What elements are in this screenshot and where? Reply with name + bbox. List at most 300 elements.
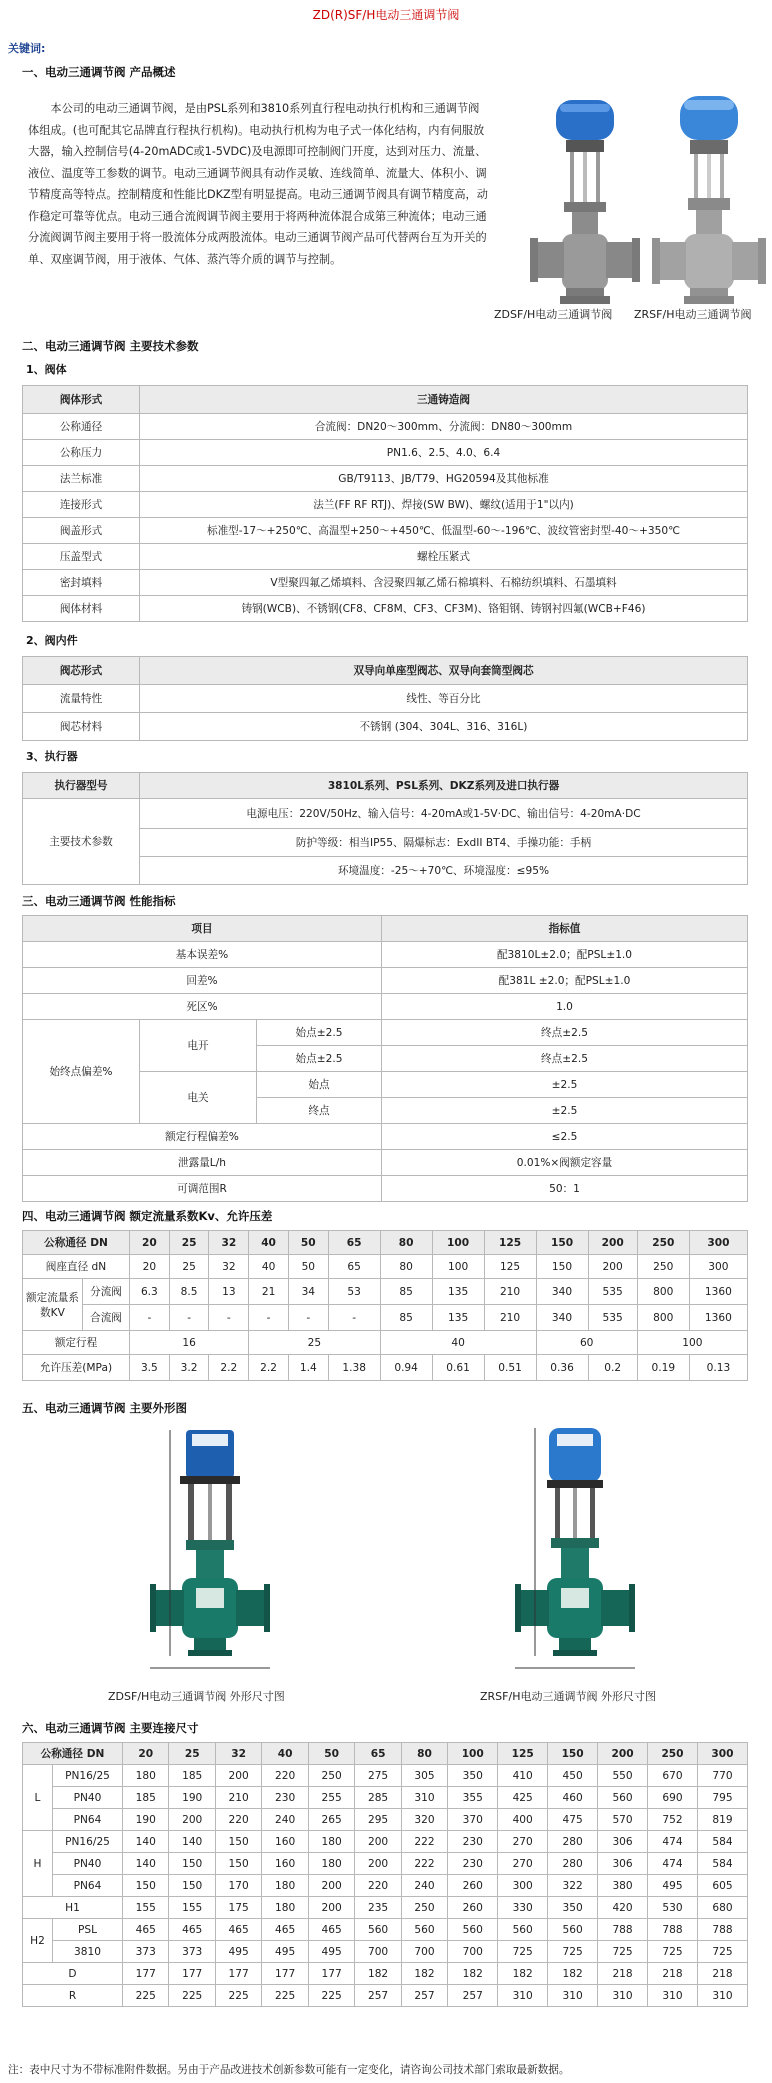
table-cell: H1 — [23, 1897, 123, 1919]
row-sublabel: 始点±2.5 — [257, 1020, 382, 1046]
actuator-param-line: 电源电压：220V/50Hz、输入信号：4-20mA或1-5V·DC、输出信号：4-20mA·DC — [140, 799, 748, 829]
dn-header: 40 — [262, 1743, 308, 1765]
table-cell: PN16/25 — [53, 1831, 123, 1853]
table-cell: 182 — [548, 1963, 598, 1985]
performance-table — [22, 915, 748, 1202]
table-cell: 465 — [169, 1919, 215, 1941]
table-cell: 380 — [598, 1875, 648, 1897]
table-cell: 210 — [484, 1279, 536, 1305]
table-cell: 450 — [548, 1765, 598, 1787]
table-row — [23, 1765, 748, 1787]
table-cell: 465 — [262, 1919, 308, 1941]
dn-header: 40 — [249, 1231, 289, 1255]
table-cell: 265 — [308, 1809, 354, 1831]
table-cell: 725 — [498, 1941, 548, 1963]
perf-header-item: 项目 — [23, 916, 382, 942]
table-cell: 3810 — [53, 1941, 123, 1963]
table-cell: 310 — [548, 1985, 598, 2007]
table-row — [23, 492, 748, 518]
table-cell: 725 — [548, 1941, 598, 1963]
dn-header: 300 — [689, 1231, 747, 1255]
table-row — [23, 1355, 748, 1381]
row-value: 铸钢(WCB)、不锈钢(CF8、CF8M、CF3、CF3M)、铬钼钢、铸钢衬四氟(WCB+F46) — [140, 596, 748, 622]
table-row — [23, 1853, 748, 1875]
table-cell: 584 — [697, 1831, 747, 1853]
table-cell: 222 — [401, 1853, 447, 1875]
table-row — [23, 596, 748, 622]
table-cell: 725 — [648, 1941, 698, 1963]
table-cell: 2.2 — [249, 1355, 289, 1381]
table-cell: 210 — [215, 1787, 261, 1809]
row-label: 阀体材料 — [23, 596, 140, 622]
table-row — [23, 1150, 748, 1176]
table-cell: 8.5 — [169, 1279, 209, 1305]
table-row — [23, 1875, 748, 1897]
dn-header: 32 — [215, 1743, 261, 1765]
row-value: 1.0 — [382, 994, 748, 1020]
row-value: 标准型-17～+250℃、高温型+250～+450℃、低温型-60～-196℃、波纹管密封型-40～+350℃ — [140, 518, 748, 544]
table-cell: 230 — [448, 1853, 498, 1875]
table-cell: PSL — [53, 1919, 123, 1941]
table-cell: 680 — [697, 1897, 747, 1919]
table-cell: 20 — [130, 1255, 170, 1279]
table-cell: 300 — [689, 1255, 747, 1279]
table-cell: 560 — [448, 1919, 498, 1941]
table-cell: 220 — [262, 1765, 308, 1787]
table-row — [23, 1787, 748, 1809]
table-cell: 21 — [249, 1279, 289, 1305]
table-cell: 310 — [401, 1787, 447, 1809]
table-cell: - — [328, 1305, 380, 1331]
actuator-params-label: 主要技术参数 — [23, 799, 140, 885]
table-cell: 340 — [536, 1305, 588, 1331]
table-cell: 788 — [648, 1919, 698, 1941]
table-cell: 225 — [262, 1985, 308, 2007]
row-value: 终点±2.5 — [382, 1020, 748, 1046]
dn-header: 20 — [130, 1231, 170, 1255]
table-cell: 额定行程 — [23, 1331, 130, 1355]
table-row — [23, 1331, 748, 1355]
table-cell: 474 — [648, 1853, 698, 1875]
row-value: V型聚四氟乙烯填料、含浸聚四氟乙烯石棉填料、石棉纺织填料、石墨填料 — [140, 570, 748, 596]
table-cell: 200 — [215, 1765, 261, 1787]
table-cell: 额定流量系数KV — [23, 1279, 83, 1331]
table-cell: 800 — [637, 1305, 689, 1331]
table-cell: 570 — [598, 1809, 648, 1831]
table-cell: 257 — [401, 1985, 447, 2007]
row-label: 公称通径 — [23, 414, 140, 440]
table-cell: 225 — [308, 1985, 354, 2007]
table-cell: 177 — [215, 1963, 261, 1985]
table-cell: 合流阀 — [83, 1305, 130, 1331]
actuator-param-line: 防护等级：相当IP55、隔爆标志：ExdII BT4、手操功能：手柄 — [140, 829, 748, 857]
row-sublabel: 始点±2.5 — [257, 1046, 382, 1072]
table-cell: 320 — [401, 1809, 447, 1831]
table-cell: 0.2 — [588, 1355, 637, 1381]
dn-header: 50 — [308, 1743, 354, 1765]
table-cell: 218 — [598, 1963, 648, 1985]
row-sublabel: 终点 — [257, 1098, 382, 1124]
table-cell: 300 — [498, 1875, 548, 1897]
dn-header: 80 — [380, 1231, 432, 1255]
body-table — [22, 385, 748, 622]
table-cell: 170 — [215, 1875, 261, 1897]
table-cell: 150 — [169, 1875, 215, 1897]
table-cell: 50 — [288, 1255, 328, 1279]
table-row — [23, 1255, 748, 1279]
table-cell: 220 — [215, 1809, 261, 1831]
table-cell: 13 — [209, 1279, 249, 1305]
row-value: 线性、等百分比 — [140, 685, 748, 713]
row-label: 回差% — [23, 968, 382, 994]
table-cell: 560 — [548, 1919, 598, 1941]
dn-header: 65 — [355, 1743, 401, 1765]
table-row — [23, 1809, 748, 1831]
dn-header: 65 — [328, 1231, 380, 1255]
dn-header: 150 — [548, 1743, 598, 1765]
table-cell: 53 — [328, 1279, 380, 1305]
perf-header-value: 指标值 — [382, 916, 748, 942]
drawing-caption-zdsf: ZDSF/H电动三通调节阀 外形尺寸图 — [108, 1690, 285, 1703]
body-header-value: 三通铸造阀 — [140, 386, 748, 414]
table-cell: 182 — [448, 1963, 498, 1985]
table-cell: 150 — [536, 1255, 588, 1279]
section-tech-params: 二、电动三通调节阀 主要技术参数 — [22, 339, 199, 353]
table-cell: 0.61 — [432, 1355, 484, 1381]
table-cell: 190 — [123, 1809, 169, 1831]
table-cell: 155 — [123, 1897, 169, 1919]
table-cell: 535 — [588, 1305, 637, 1331]
table-cell: PN64 — [53, 1875, 123, 1897]
table-cell: 177 — [169, 1963, 215, 1985]
table-cell: 350 — [448, 1765, 498, 1787]
table-cell: 240 — [401, 1875, 447, 1897]
table-cell: 185 — [169, 1765, 215, 1787]
table-cell: 0.19 — [637, 1355, 689, 1381]
table-row — [23, 942, 748, 968]
section-dimensions: 六、电动三通调节阀 主要连接尺寸 — [22, 1721, 199, 1735]
row-label: 流量特性 — [23, 685, 140, 713]
table-cell: 230 — [262, 1787, 308, 1809]
footnote: 注：表中尺寸为不带标准附件数据。另由于产品改进技术创新参数可能有一定变化，请咨询公司技术部门索取最新数据。 — [8, 2064, 570, 2076]
trim-table — [22, 656, 748, 741]
dn-header: 300 — [697, 1743, 747, 1765]
table-cell: 495 — [262, 1941, 308, 1963]
dn-header: 100 — [448, 1743, 498, 1765]
table-cell: 725 — [598, 1941, 648, 1963]
row-label: 基本误差% — [23, 942, 382, 968]
table-row — [23, 1279, 748, 1305]
table-cell: 700 — [448, 1941, 498, 1963]
table-cell: 80 — [380, 1255, 432, 1279]
row-label: 阀芯材料 — [23, 713, 140, 741]
table-cell: 150 — [215, 1853, 261, 1875]
table-cell: 190 — [169, 1787, 215, 1809]
table-cell: 180 — [262, 1875, 308, 1897]
table-cell: 100 — [432, 1255, 484, 1279]
table-cell: 155 — [169, 1897, 215, 1919]
table-cell: 阀座直径 dN — [23, 1255, 130, 1279]
table-cell: 200 — [355, 1853, 401, 1875]
table-cell: 295 — [355, 1809, 401, 1831]
table-cell: 495 — [308, 1941, 354, 1963]
table-cell: 280 — [548, 1853, 598, 1875]
table-cell: 135 — [432, 1305, 484, 1331]
table-cell: 34 — [288, 1279, 328, 1305]
table-cell: 819 — [697, 1809, 747, 1831]
dimensions-table — [22, 1742, 748, 2007]
section-overview: 一、电动三通调节阀 产品概述 — [22, 65, 176, 79]
row-value: 合流阀：DN20～300mm、分流阀：DN80～300mm — [140, 414, 748, 440]
table-cell: 1.38 — [328, 1355, 380, 1381]
table-cell: 584 — [697, 1853, 747, 1875]
table-cell: 0.13 — [689, 1355, 747, 1381]
electric-close-label: 电关 — [140, 1072, 257, 1124]
table-row — [23, 1831, 748, 1853]
table-cell: 182 — [401, 1963, 447, 1985]
table-row — [23, 1941, 748, 1963]
electric-open-label: 电开 — [140, 1020, 257, 1072]
trim-header-label: 阀芯形式 — [23, 657, 140, 685]
table-cell: 150 — [215, 1831, 261, 1853]
table-cell: 225 — [169, 1985, 215, 2007]
table-cell: 310 — [697, 1985, 747, 2007]
row-value: ±2.5 — [382, 1098, 748, 1124]
table-row — [23, 685, 748, 713]
dn-header: 250 — [637, 1231, 689, 1255]
dn-header: 200 — [588, 1231, 637, 1255]
table-cell: 140 — [123, 1831, 169, 1853]
table-cell: 1360 — [689, 1305, 747, 1331]
row-label: 阀盖形式 — [23, 518, 140, 544]
subsection-actuator: 3、执行器 — [26, 750, 78, 763]
table-cell: 185 — [123, 1787, 169, 1809]
outline-drawing-zrsf — [505, 1420, 645, 1680]
table-row — [23, 466, 748, 492]
table-cell: 410 — [498, 1765, 548, 1787]
table-cell: 85 — [380, 1305, 432, 1331]
table-cell: 350 — [548, 1897, 598, 1919]
table-cell: 305 — [401, 1765, 447, 1787]
table-row — [23, 1985, 748, 2007]
table-cell: 225 — [123, 1985, 169, 2007]
page-title: ZD(R)SF/H电动三通调节阀 — [312, 8, 460, 22]
table-cell: 310 — [648, 1985, 698, 2007]
section-drawings: 五、电动三通调节阀 主要外形图 — [22, 1401, 188, 1415]
table-row — [23, 968, 748, 994]
table-cell: 495 — [648, 1875, 698, 1897]
table-cell: - — [169, 1305, 209, 1331]
table-cell: 285 — [355, 1787, 401, 1809]
table-cell: 465 — [123, 1919, 169, 1941]
table-cell: 270 — [498, 1831, 548, 1853]
row-value: 配3810L±2.0；配PSL±1.0 — [382, 942, 748, 968]
table-cell: 200 — [588, 1255, 637, 1279]
table-cell: 140 — [169, 1831, 215, 1853]
table-cell: 605 — [697, 1875, 747, 1897]
row-value: 不锈钢 (304、304L、316、316L) — [140, 713, 748, 741]
table-cell: 800 — [637, 1279, 689, 1305]
dn-header: 32 — [209, 1231, 249, 1255]
row-value: PN1.6、2.5、4.0、6.4 — [140, 440, 748, 466]
table-cell: 560 — [498, 1919, 548, 1941]
table-row — [23, 1231, 748, 1255]
table-cell: 40 — [249, 1255, 289, 1279]
dn-header: 200 — [598, 1743, 648, 1765]
table-cell: 530 — [648, 1897, 698, 1919]
table-cell: 495 — [215, 1941, 261, 1963]
table-cell: 180 — [262, 1897, 308, 1919]
table-cell: 475 — [548, 1809, 598, 1831]
table-cell: 700 — [401, 1941, 447, 1963]
table-cell: 85 — [380, 1279, 432, 1305]
table-row — [23, 1897, 748, 1919]
subsection-trim: 2、阀内件 — [26, 634, 78, 647]
table-cell: 260 — [448, 1897, 498, 1919]
section-performance: 三、电动三通调节阀 性能指标 — [22, 894, 176, 908]
table-cell: 150 — [169, 1853, 215, 1875]
row-label: 密封填料 — [23, 570, 140, 596]
table-cell: 180 — [308, 1853, 354, 1875]
table-cell: 373 — [169, 1941, 215, 1963]
row-label: 公称压力 — [23, 440, 140, 466]
table-cell: 270 — [498, 1853, 548, 1875]
table-cell: 150 — [123, 1875, 169, 1897]
subsection-body: 1、阀体 — [26, 363, 67, 376]
table-cell: 140 — [123, 1853, 169, 1875]
table-cell: 306 — [598, 1831, 648, 1853]
table-cell: 3.5 — [130, 1355, 170, 1381]
actuator-header-label: 执行器型号 — [23, 773, 140, 799]
table-cell: 65 — [328, 1255, 380, 1279]
table-row — [23, 713, 748, 741]
table-cell: 250 — [401, 1897, 447, 1919]
table-cell: 400 — [498, 1809, 548, 1831]
table-cell: D — [23, 1963, 123, 1985]
table-cell: 1360 — [689, 1279, 747, 1305]
table-cell: 355 — [448, 1787, 498, 1809]
row-value: 配381L ±2.0；配PSL±1.0 — [382, 968, 748, 994]
table-cell: 6.3 — [130, 1279, 170, 1305]
row-value: 终点±2.5 — [382, 1046, 748, 1072]
keywords-label: 关键词: — [8, 42, 46, 55]
table-cell: - — [249, 1305, 289, 1331]
row-label: 法兰标准 — [23, 466, 140, 492]
table-cell: 425 — [498, 1787, 548, 1809]
table-cell: - — [209, 1305, 249, 1331]
table-cell: 177 — [262, 1963, 308, 1985]
table-cell: 135 — [432, 1279, 484, 1305]
dn-label: 公称通径 DN — [23, 1743, 123, 1765]
table-cell: 420 — [598, 1897, 648, 1919]
table-cell: 177 — [308, 1963, 354, 1985]
kv-table — [22, 1230, 748, 1381]
table-row — [23, 1743, 748, 1765]
dn-header: 80 — [401, 1743, 447, 1765]
table-cell: 310 — [498, 1985, 548, 2007]
table-cell: 32 — [209, 1255, 249, 1279]
table-row — [23, 414, 748, 440]
table-cell: PN40 — [53, 1787, 123, 1809]
table-cell: 465 — [308, 1919, 354, 1941]
row-value: ±2.5 — [382, 1072, 748, 1098]
table-cell: 218 — [697, 1963, 747, 1985]
table-cell: PN64 — [53, 1809, 123, 1831]
table-cell: 3.2 — [169, 1355, 209, 1381]
actuator-table — [22, 772, 748, 885]
row-sublabel: 始点 — [257, 1072, 382, 1098]
dn-header: 25 — [169, 1231, 209, 1255]
table-cell: PN16/25 — [53, 1765, 123, 1787]
table-row — [23, 1124, 748, 1150]
table-cell: 465 — [215, 1919, 261, 1941]
table-cell: L — [23, 1765, 53, 1831]
actuator-param-line: 环境温度：-25～+70℃、环境湿度：≤95% — [140, 857, 748, 885]
table-cell: 257 — [448, 1985, 498, 2007]
table-cell: 218 — [648, 1963, 698, 1985]
table-cell: 180 — [308, 1831, 354, 1853]
table-cell: 200 — [308, 1897, 354, 1919]
table-cell: 200 — [355, 1831, 401, 1853]
table-cell: 允许压差(MPa) — [23, 1355, 130, 1381]
table-cell: 100 — [637, 1331, 747, 1355]
table-cell: 795 — [697, 1787, 747, 1809]
row-label: 死区% — [23, 994, 382, 1020]
dn-header: 150 — [536, 1231, 588, 1255]
section-kv: 四、电动三通调节阀 额定流量系数Kv、允许压差 — [22, 1209, 273, 1223]
table-cell: H — [23, 1831, 53, 1897]
table-cell: 460 — [548, 1787, 598, 1809]
table-cell: 250 — [308, 1765, 354, 1787]
table-cell: 1.4 — [288, 1355, 328, 1381]
table-row — [23, 1963, 748, 1985]
dn-label: 公称通径 DN — [23, 1231, 130, 1255]
actuator-header-value: 3810L系列、PSL系列、DKZ系列及进口执行器 — [140, 773, 748, 799]
row-label: 可调范围R — [23, 1176, 382, 1202]
table-cell: 210 — [484, 1305, 536, 1331]
table-cell: 25 — [249, 1331, 380, 1355]
table-cell: 690 — [648, 1787, 698, 1809]
dn-header: 50 — [288, 1231, 328, 1255]
table-cell: 2.2 — [209, 1355, 249, 1381]
table-cell: 560 — [401, 1919, 447, 1941]
table-cell: H2 — [23, 1919, 53, 1963]
table-cell: 373 — [123, 1941, 169, 1963]
table-cell: 182 — [498, 1963, 548, 1985]
table-cell: R — [23, 1985, 123, 2007]
table-cell: 788 — [598, 1919, 648, 1941]
outline-drawing-zdsf — [140, 1420, 280, 1680]
table-cell: 25 — [169, 1255, 209, 1279]
table-cell: 560 — [355, 1919, 401, 1941]
table-cell: 310 — [598, 1985, 648, 2007]
table-row — [23, 570, 748, 596]
table-cell: PN40 — [53, 1853, 123, 1875]
table-cell: 260 — [448, 1875, 498, 1897]
table-cell: 255 — [308, 1787, 354, 1809]
table-cell: 257 — [355, 1985, 401, 2007]
dn-header: 250 — [648, 1743, 698, 1765]
row-value: 50：1 — [382, 1176, 748, 1202]
table-cell: 340 — [536, 1279, 588, 1305]
row-label: 泄露量L/h — [23, 1150, 382, 1176]
table-cell: 225 — [215, 1985, 261, 2007]
table-cell: 200 — [308, 1875, 354, 1897]
table-cell: 200 — [169, 1809, 215, 1831]
photo-caption-zrsf: ZRSF/H电动三通调节阀 — [634, 308, 752, 321]
table-cell: 180 — [123, 1765, 169, 1787]
table-cell: 700 — [355, 1941, 401, 1963]
